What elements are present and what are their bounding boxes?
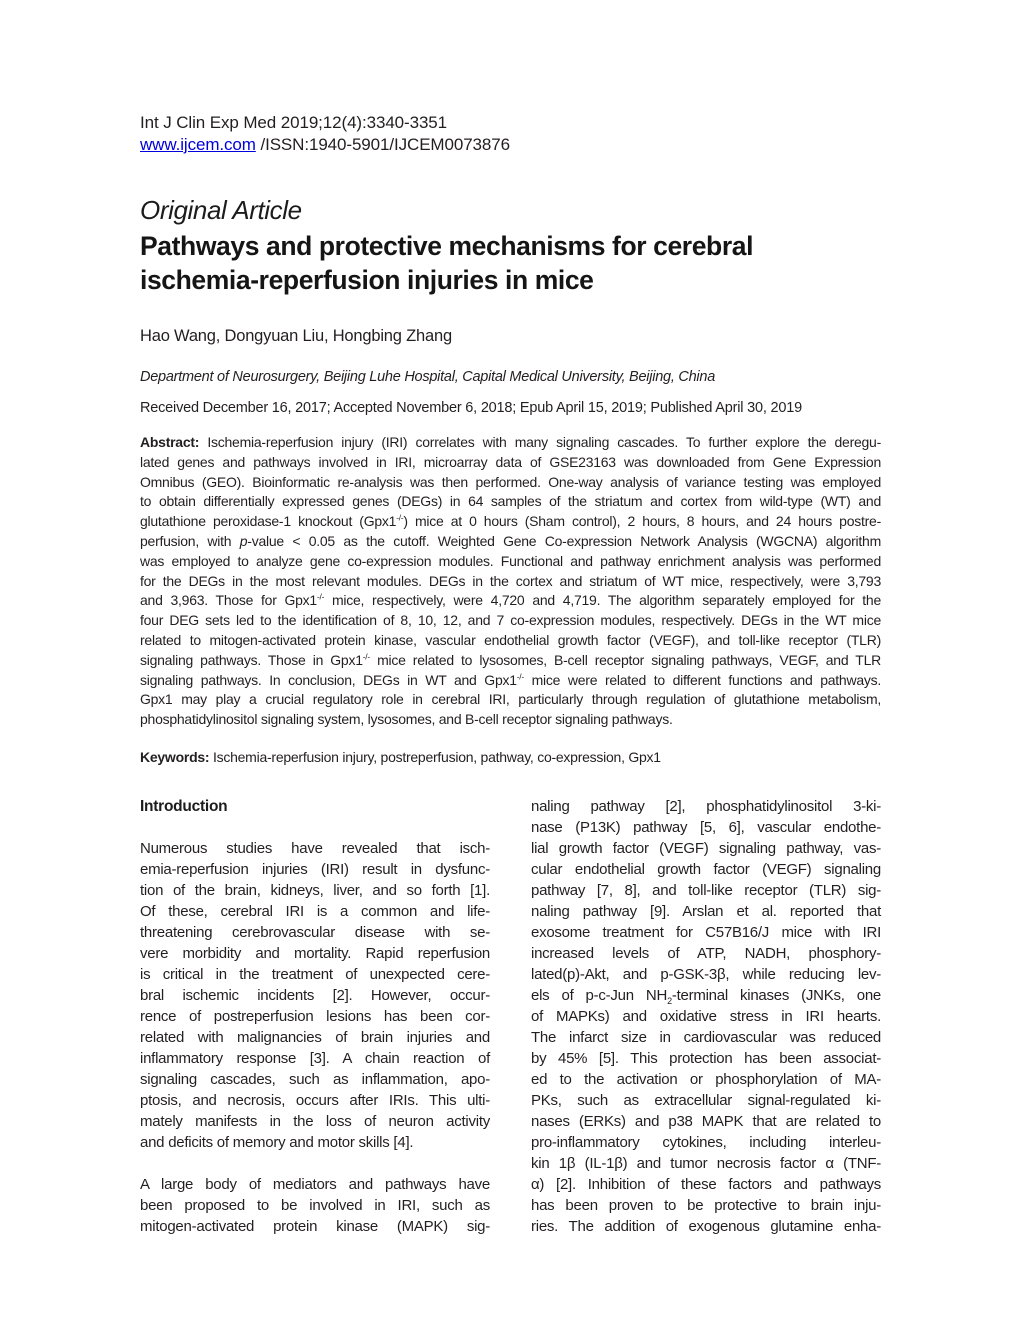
text-line: threatening cerebrovascular disease with se-: [140, 923, 490, 941]
text-line: The infarct size in cardiovascular was reduced: [531, 1028, 881, 1046]
journal-website-link[interactable]: www.ijcem.com: [140, 135, 256, 154]
text-line: four DEG sets led to the identification of 8, 10, 12, and 7 co-expression modules, respectively. DEGs in the WT mice: [140, 612, 881, 629]
text-line: vere morbidity and mortality. Rapid reperfusion: [140, 944, 490, 962]
title-line-1: Pathways and protective mechanisms for cerebral: [140, 231, 754, 261]
text-line: related to mitogen-activated protein kinase, vascular endothelial growth factor (VEGF), and toll-like receptor (TLR): [140, 631, 881, 648]
left-column: [140, 796, 490, 1237]
text-line: signaling cascades, such as inflammation, apo-: [140, 1070, 490, 1088]
text-line: lated genes and pathways involved in IRI, microarray data of GSE23163 was downloaded from Gene Expression: [140, 453, 881, 470]
journal-issn-line: [140, 134, 881, 156]
text-line: pathway [7, 8], and toll-like receptor (TLR) sig-: [531, 881, 881, 899]
journal-citation: Int J Clin Exp Med 2019;12(4):3340-3351: [140, 113, 448, 132]
text-line: of MAPKs) and oxidative stress in IRI hearts.: [531, 1007, 881, 1025]
text-line: lial growth factor (VEGF) signaling pathway, vas-: [531, 839, 881, 857]
text-line: ed to the activation or phosphorylation of MA-: [531, 1070, 881, 1088]
text-line: Abstract: Ischemia-reperfusion injury (IRI) correlates with many signaling cascades. To further explore the deregu-: [140, 434, 881, 450]
text-line: by 45% [5]. This protection has been associat-: [531, 1049, 881, 1067]
text-line: increased levels of ATP, NADH, phosphory-: [531, 944, 881, 962]
text-line: mately manifests in the loss of neuron activity: [140, 1112, 490, 1130]
text-line: bral ischemic incidents [2]. However, occur-: [140, 986, 490, 1004]
text-line: PKs, such as extracellular signal-regulated ki-: [531, 1091, 881, 1109]
text-line: rence of postreperfusion lesions has been cor-: [140, 1007, 490, 1025]
text-line: A large body of mediators and pathways have: [140, 1175, 490, 1193]
section-heading-introduction: Introduction: [140, 797, 228, 815]
keywords-line: Keywords: Ischemia-reperfusion injury, postreperfusion, pathway, co-expression, Gpx1: [140, 748, 661, 765]
article-type-label: Original Article: [140, 195, 302, 225]
text-line: pro-inflammatory cytokines, including interleu-: [531, 1133, 881, 1151]
affiliation: Department of Neurosurgery, Beijing Luhe Hospital, Capital Medical University, Beijing, China: [140, 369, 716, 385]
text-line: glutathione peroxidase-1 knockout (Gpx1-/-) mice at 0 hours (Sham control), 2 hours, 8 hours, and 24 hours postre-: [140, 512, 881, 530]
text-line: phosphatidylinositol signaling system, lysosomes, and B-cell receptor signaling pathways.: [140, 711, 673, 728]
author-list: Hao Wang, Dongyuan Liu, Hongbing Zhang: [140, 327, 452, 345]
text-line: α) [2]. Inhibition of these factors and pathways: [531, 1175, 881, 1193]
text-line: for the DEGs in the most relevant modules. DEGs in the cortex and striatum of WT mice, respectively, were 3,793: [140, 572, 881, 589]
page-content: [140, 112, 881, 1237]
introduction-section: [140, 796, 881, 1237]
text-line: is critical in the treatment of unexpected cere-: [140, 965, 490, 983]
text-line: been proposed to be involved in IRI, such as: [140, 1196, 490, 1214]
text-line: has been proven to be protective to brain inju-: [531, 1196, 881, 1214]
page-title: [140, 229, 881, 297]
text-line: related with malignancies of brain injuries and: [140, 1028, 490, 1046]
text-line: tion of the brain, kidneys, liver, and so forth [1].: [140, 881, 490, 899]
text-line: cular endothelial growth factor (VEGF) signaling: [531, 860, 881, 878]
text-line: and 3,963. Those for Gpx1-/- mice, respectively, were 4,720 and 4,719. The algorithm separately employed for the: [140, 591, 881, 609]
text-line: exosome treatment for C57B16/J mice with IRI: [531, 923, 881, 941]
text-line: Numerous studies have revealed that isch-: [140, 839, 490, 857]
text-line: signaling pathways. Those in Gpx1-/- mice related to lysosomes, B-cell receptor signaling pathways, VEGF, and TLR: [140, 651, 881, 668]
text-line: emia-reperfusion injuries (IRI) result in dysfunc-: [140, 860, 490, 878]
publication-dates: Received December 16, 2017; Accepted November 6, 2018; Epub April 15, 2019; Published April 30, 2019: [140, 400, 802, 416]
text-line: signaling pathways. In conclusion, DEGs in WT and Gpx1-/- mice were related to different functions and pathways.: [140, 670, 881, 688]
abstract-block: [140, 433, 881, 730]
text-line: nases (ERKs) and p38 MAPK that are related to: [531, 1112, 881, 1130]
journal-header: [140, 112, 881, 156]
journal-issn-text: /ISSN:1940-5901/IJCEM0073876: [255, 135, 510, 154]
text-line: lated(p)-Akt, and p-GSK-3β, while reducing lev-: [531, 965, 881, 983]
paragraph: [531, 796, 881, 1237]
text-line: naling pathway [9]. Arslan et al. reported that: [531, 902, 881, 920]
text-line: Of these, cerebral IRI is a common and life-: [140, 902, 490, 920]
text-line: nase (P13K) pathway [5, 6], vascular endothe-: [531, 818, 881, 836]
text-line: and deficits of memory and motor skills [4].: [140, 1133, 414, 1151]
text-line: mitogen-activated protein kinase (MAPK) sig-: [140, 1217, 490, 1235]
title-line-2: ischemia-reperfusion injuries in mice: [140, 265, 594, 295]
text-line: ptosis, and necrosis, occurs after IRIs. This ulti-: [140, 1091, 490, 1109]
paragraph: [140, 838, 490, 1153]
text-line: was employed to analyze gene co-expression modules. Functional and pathway enrichment analysis was performed: [140, 552, 881, 569]
text-line: ries. The addition of exogenous glutamine enha-: [531, 1217, 881, 1235]
right-column: [531, 796, 881, 1237]
paragraph: [140, 1174, 490, 1237]
text-line: to obtain differentially expressed genes (DEGs) in 64 samples of the striatum and cortex from wild-type (WT) and: [140, 493, 881, 510]
text-line: Omnibus (GEO). Bioinformatic re-analysis was then performed. One-way analysis of variance testing was employed: [140, 473, 881, 490]
text-line: els of p-c-Jun $NH_2$-terminal kinases (JNKs, one: [531, 986, 881, 1006]
text-line: kin 1β (IL-1β) and tumor necrosis factor α (TNF-: [531, 1154, 881, 1172]
text-line: inflammatory response [3]. A chain reaction of: [140, 1049, 490, 1067]
text-line: naling pathway [2], phosphatidylinositol 3-ki-: [531, 797, 881, 815]
text-line: perfusion, with p-value < 0.05 as the cutoff. Weighted Gene Co-expression Network Analysis (WGCNA) algorithm: [140, 532, 881, 549]
text-line: Gpx1 may play a crucial regulatory role in cerebral IRI, particularly through regulation of glutathione metabolism,: [140, 691, 881, 708]
